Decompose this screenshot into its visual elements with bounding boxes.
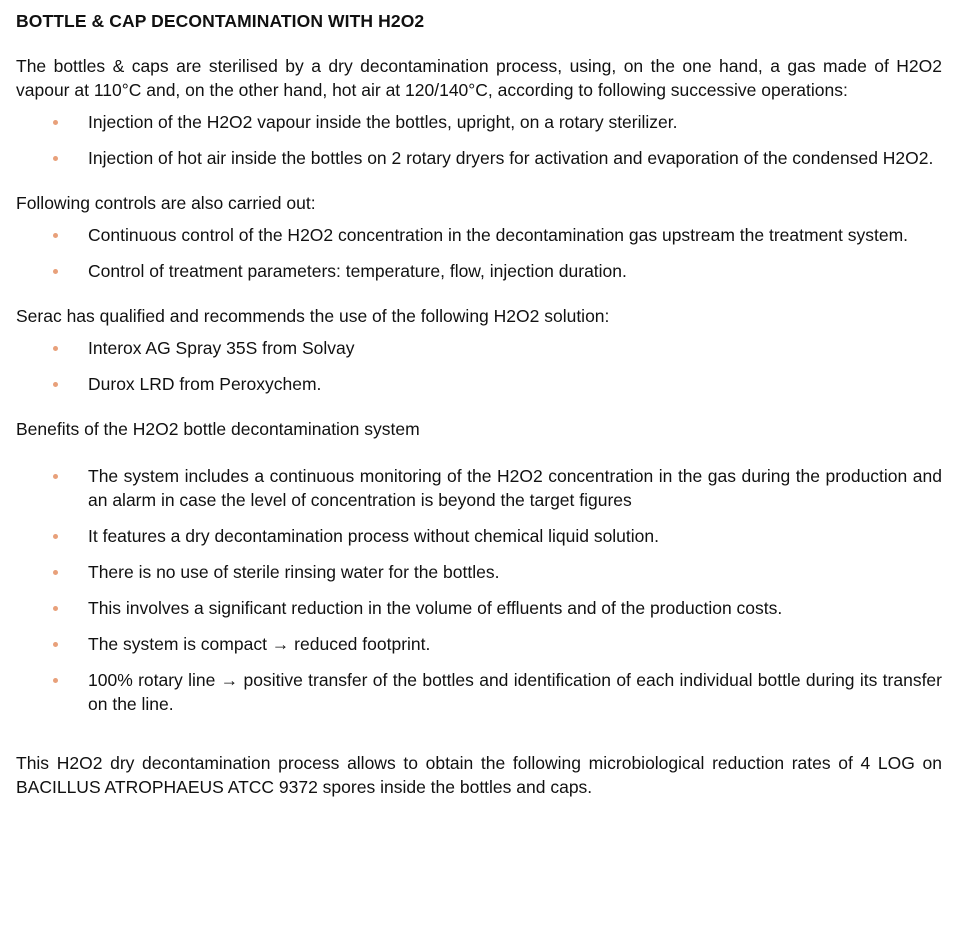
list-item-text: The system is compact → reduced footprint. [88, 634, 431, 654]
list-item-text: Injection of hot air inside the bottles on 2 rotary dryers for activation and evaporation of the condensed H2O2. [88, 148, 934, 168]
list-item [16, 560, 942, 584]
list-item [16, 146, 942, 170]
bullet-icon [53, 233, 58, 238]
list-item [16, 223, 942, 247]
list-item [16, 632, 942, 656]
bullet-icon [53, 678, 58, 683]
bullet-icon [53, 534, 58, 539]
list-item [16, 596, 942, 620]
list-item-text: Continuous control of the H2O2 concentration in the decontamination gas upstream the treatment system. [88, 225, 909, 245]
bullet-icon [53, 570, 58, 575]
operations-list [16, 110, 942, 170]
list-item-text: Durox LRD from Peroxychem. [88, 374, 322, 394]
bullet-icon [53, 642, 58, 647]
list-item [16, 524, 942, 548]
list-item [16, 372, 942, 396]
bullet-icon [53, 156, 58, 161]
list-item-text: Injection of the H2O2 vapour inside the bottles, upright, on a rotary sterilizer. [88, 112, 678, 132]
list-item-text: Control of treatment parameters: temperature, flow, injection duration. [88, 261, 627, 281]
list-item [16, 336, 942, 360]
controls-list [16, 223, 942, 283]
intro-paragraph: The bottles & caps are sterilised by a dry decontamination process, using, on the one hand, a gas made of H2O2 vapour at 110°C and, on the other hand, hot air at 120/140°C, according to following successive operations: [16, 56, 942, 100]
bullet-icon [53, 382, 58, 387]
list-item [16, 110, 942, 134]
benefits-list [16, 464, 942, 716]
list-item-text: Interox AG Spray 35S from Solvay [88, 338, 355, 358]
bullet-icon [53, 606, 58, 611]
bullet-icon [53, 120, 58, 125]
benefits-intro: Benefits of the H2O2 bottle decontamination system [16, 419, 420, 439]
list-item [16, 464, 942, 512]
bullet-icon [53, 474, 58, 479]
list-item-text: There is no use of sterile rinsing water for the bottles. [88, 562, 500, 582]
list-item [16, 668, 942, 716]
bullet-icon [53, 346, 58, 351]
list-item-text: It features a dry decontamination process without chemical liquid solution. [88, 526, 659, 546]
document-title: BOTTLE & CAP DECONTAMINATION WITH H2O2 [16, 11, 425, 31]
list-item-text: The system includes a continuous monitoring of the H2O2 concentration in the gas during the production and an alarm in case the level of concentration is beyond the target figures [88, 466, 942, 510]
solutions-list [16, 336, 942, 396]
conclusion-paragraph: This H2O2 dry decontamination process allows to obtain the following microbiological reduction rates of 4 LOG on BACILLUS ATROPHAEUS ATCC 9372 spores inside the bottles and caps. [16, 753, 942, 797]
list-item-text: 100% rotary line → positive transfer of the bottles and identification of each individual bottle during its transfer on the line. [88, 670, 942, 714]
controls-intro: Following controls are also carried out: [16, 193, 316, 213]
list-item-text: This involves a significant reduction in the volume of effluents and of the production costs. [88, 598, 783, 618]
serac-intro: Serac has qualified and recommends the use of the following H2O2 solution: [16, 306, 610, 326]
list-item [16, 259, 942, 283]
bullet-icon [53, 269, 58, 274]
